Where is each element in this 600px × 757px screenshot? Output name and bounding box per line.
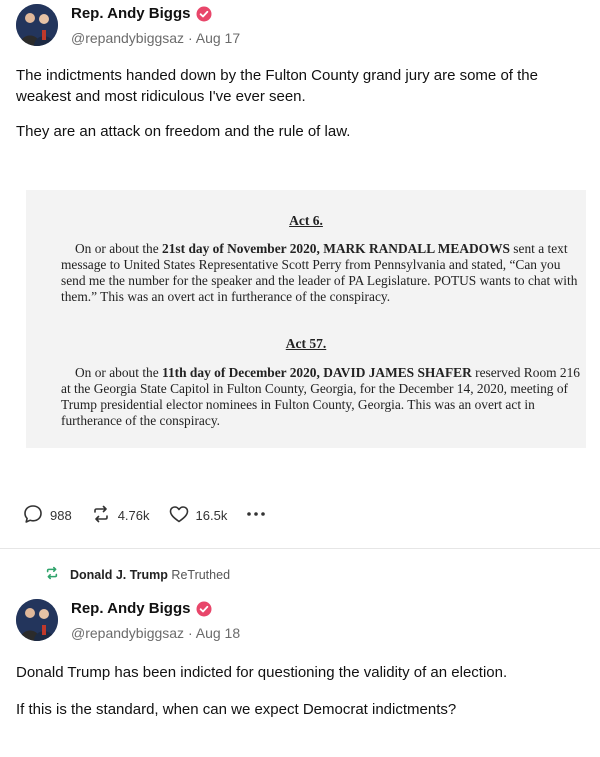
act-paragraph [61,365,581,429]
author-name[interactable]: Rep. Andy Biggs [71,600,191,617]
like-count: 16.5k [195,508,228,523]
retruth-indicator-icon [44,565,60,584]
post-date[interactable]: Aug 18 [195,625,241,641]
author-name-row [71,600,212,617]
more-options-button[interactable] [245,503,267,528]
act-paragraph [61,241,581,305]
more-dots-icon [245,503,267,528]
author-handle-row [71,625,240,641]
verified-badge-icon [196,601,212,617]
post-paragraph: They are an attack on freedom and the rule of law. [16,123,351,140]
act-text: sent a text message to United States Representative Scott Perry from Pennsylvania and stated, “Can you send me the number for the speaker and the leader of PA Legislature. POTUS wants to chat with them.” This was an overt act in furtherance of the conspiracy. [61,241,578,304]
retruth-label: ReTruthed [171,567,231,582]
post-body [16,65,576,142]
heart-icon [168,503,190,528]
act-title: Act 6. [289,213,323,228]
act-prefix: On or about the [75,241,163,256]
author-handle[interactable]: @repandybiggsaz [71,625,185,641]
act-bold: 11th day of December 2020, DAVID JAMES SHAFER [162,365,472,380]
post-actions [22,503,285,528]
reply-count: 988 [50,508,72,523]
author-name-row [71,5,212,22]
author-avatar[interactable] [16,4,58,46]
separator: · [187,625,193,641]
post-date[interactable]: Aug 17 [195,30,241,46]
post-body [16,662,576,720]
separator: · [187,30,193,46]
verified-badge-icon [196,6,212,22]
act-bold: 21st day of November 2020, MARK RANDALL MEADOWS [162,241,510,256]
attached-document-image[interactable] [26,190,586,448]
author-name[interactable]: Rep. Andy Biggs [71,5,191,22]
reply-bubble-icon [22,503,44,528]
author-handle[interactable]: @repandybiggsaz [71,30,185,46]
post-paragraph: Donald Trump has been indicted for questioning the validity of an election. [16,664,508,681]
retruth-arrows-icon [90,503,112,528]
retruth-user-name[interactable]: Donald J. Trump [70,567,168,582]
post-paragraph: The indictments handed down by the Fulton County grand jury are some of the weakest and most ridiculous I've ever seen. [16,67,538,105]
like-button[interactable] [168,503,228,528]
act-text: reserved Room 216 at the Georgia State Capitol in Fulton County, Georgia, for the December 14, 2020, meeting of Trump presidential elector nominees in Fulton County, Georgia. This was an overt act in furtherance of the conspiracy. [61,365,580,428]
author-avatar[interactable] [16,599,58,641]
post-2 [0,590,600,757]
act-prefix: On or about the [75,365,163,380]
reply-button[interactable] [22,503,72,528]
author-handle-row [71,30,240,46]
retruth-header [44,565,230,584]
retruth-button[interactable] [90,503,150,528]
post-divider [0,548,600,549]
retruth-count: 4.76k [117,508,150,523]
act-title: Act 57. [285,336,327,351]
post-paragraph: If this is the standard, when can we expect Democrat indictments? [16,701,457,718]
